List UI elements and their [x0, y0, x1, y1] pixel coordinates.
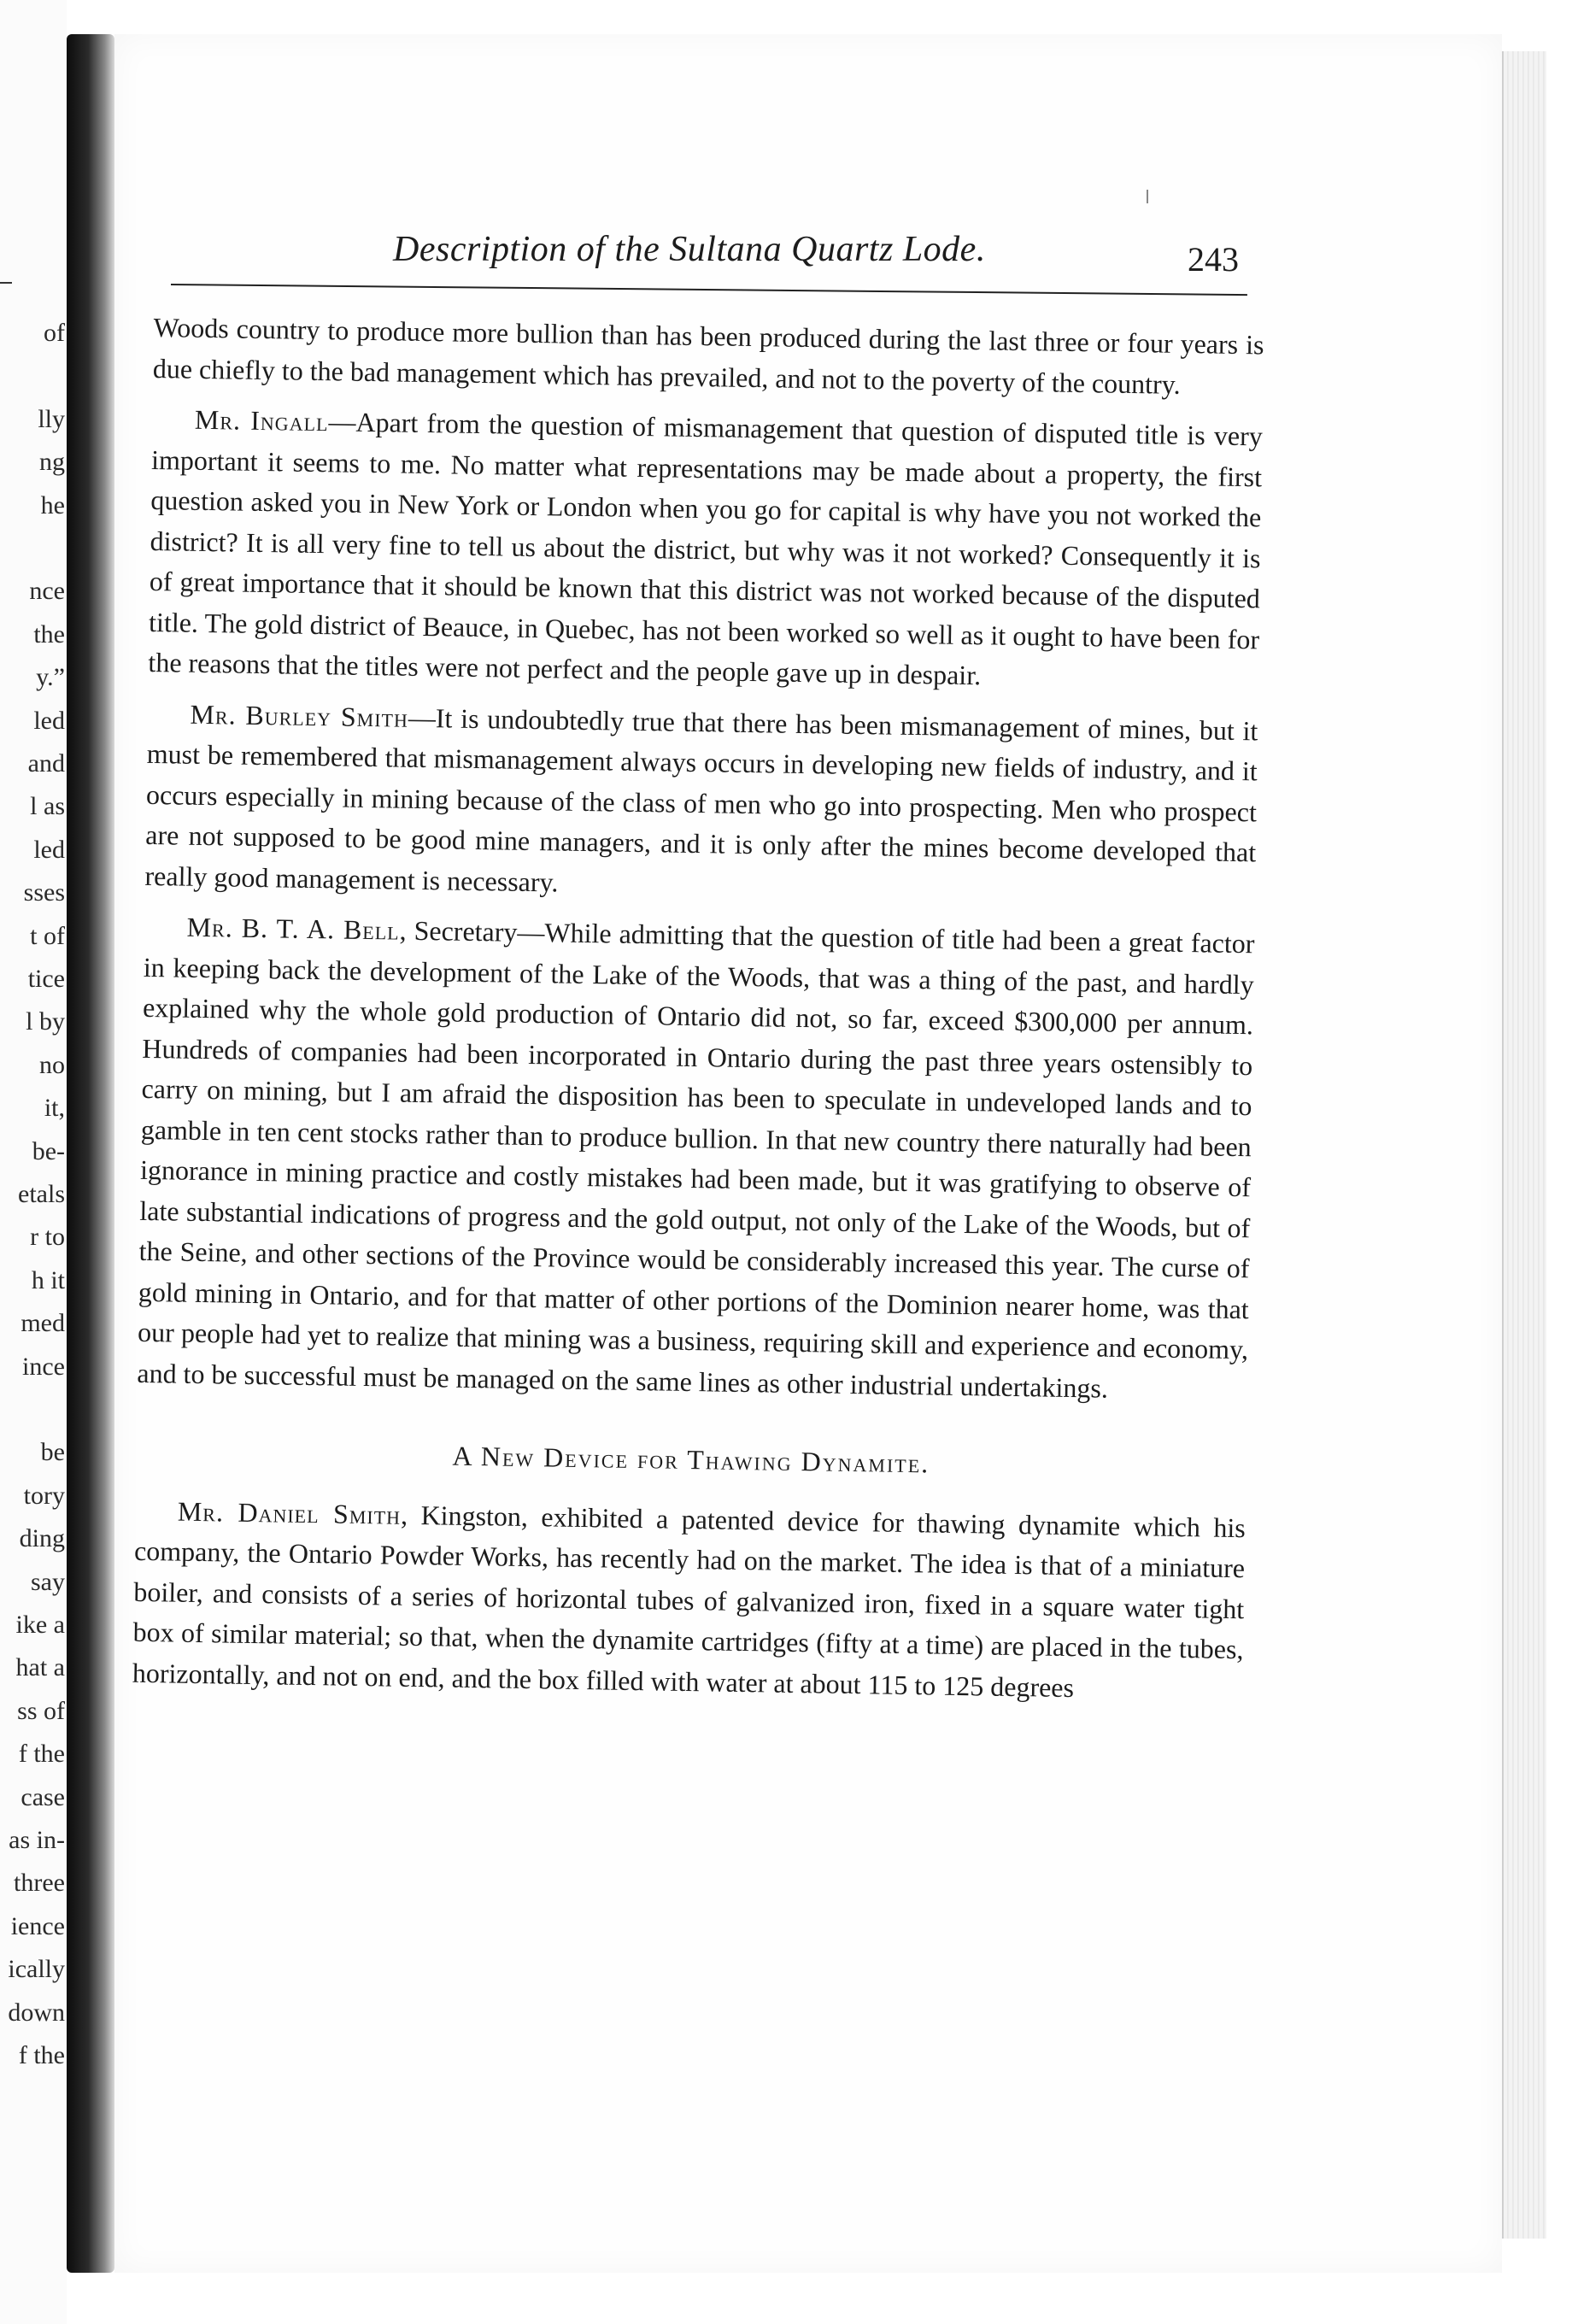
facing-page-line-end: sses — [23, 878, 65, 907]
facing-page-line-end: be- — [32, 1136, 65, 1165]
facing-page-line-end: three — [14, 1869, 65, 1898]
binding-gutter — [67, 34, 114, 2273]
facing-page-line-end: ike a — [15, 1611, 65, 1639]
section-heading: A New Device for Thawing Dynamite. — [452, 1440, 930, 1479]
facing-page-dash — [0, 282, 12, 284]
running-head — [171, 229, 1256, 280]
facing-page-line-end: and — [27, 749, 65, 778]
facing-page-line-end: nce — [29, 577, 65, 606]
paragraph-daniel-smith — [132, 1490, 1246, 1711]
facing-page-line-end: lly — [38, 404, 65, 433]
facing-page-line-end: f the — [18, 1740, 65, 1769]
facing-page-line-end: no — [39, 1050, 65, 1079]
paragraph-text: —It is undoubtedly true that there has been mismanagement of mines, but it must be remembered that mismanagement always occurs in developing new fields of industry, and it occurs especially in mining because of the class of men who go into prospecting. Men who prospect are not supposed to be good mine managers, and it is only after the mines become developed that really good management is necessary. — [144, 701, 1258, 898]
paragraph-bell — [137, 907, 1255, 1411]
facing-page-line-end: led — [33, 706, 65, 735]
facing-page-line-end: ience — [10, 1911, 65, 1940]
page-number: 243 — [1188, 240, 1239, 279]
paragraph-continued — [153, 308, 1264, 406]
paragraph-text: , Kingston, exhibited a patented device for thawing dynamite which his company, the Ontario Powder Works, has recently had on the market. The idea is that of a miniature boiler, and consists of a series of horizontal tubes of galvanized iron, fixed in a square water tight box of similar material; so that, when the dynamite cartridges (fifty at a time) are placed in the tubes, horizontally, and not on end, and the box filled with water at about 115 to 125 degrees — [132, 1499, 1246, 1703]
facing-page-line-end: as in- — [9, 1826, 65, 1854]
body-text — [132, 308, 1264, 1711]
paragraph-burley-smith — [144, 693, 1258, 913]
facing-page-line-end: it, — [44, 1094, 65, 1123]
facing-page-line-end: ss of — [17, 1696, 65, 1725]
speaker-name: Mr. Ingall — [194, 403, 329, 437]
paragraph-text: Woods country to produce more bullion than has been produced during the last three or four years is due chiefly to the bad management which has prevailed, and not to the poverty of the country. — [152, 311, 1264, 400]
paragraph-text: —Apart from the question of mismanagement that question of disputed title is very important it seems to me. No matter what representations may be made about a property, the first question asked you in New York or London when you go for capital is why have you not worked the district? It is all very fine to tell us about the district, but why was it not worked? Consequently it is of great importance that it should be known that this district was not worked because of the disputed title. The gold district of Beauce, in Quebec, has not been worked so well as it ought to have been for the reasons that the titles were not perfect and the people gave up in despair. — [148, 406, 1264, 691]
facing-page-line-end: ince — [22, 1352, 65, 1381]
facing-page-line-end: be — [40, 1438, 65, 1467]
facing-page-line-end: the — [33, 619, 65, 648]
speaker-name: Mr. Burley Smith — [190, 698, 409, 733]
facing-page-line-end: ding — [19, 1524, 65, 1553]
facing-page-line-end: he — [40, 490, 65, 519]
facing-page-line-end: ically — [8, 1955, 65, 1984]
paragraph-text: , Secretary—While admitting that the question of title had been a great factor in keeping back the development of the Lake of the Woods, that was a thing of the past, and hardly explained why the whole gold production of Ontario did not, so far, exceed $300,000 per annum. Hundreds of companies had been incorporated in Ontario during the past three years ostensibly to carry on mining, but I am afraid the disposition has been to speculate in undeveloped lands and to gamble in ten cent stocks rather than to produce bullion. In that new country there naturally had been ignorance in mining practice and costly mistakes had been made, but it was gratifying to observe of late substantial indications of progress and the gold output, not only of the Lake of the Woods, but of the Seine, and other sections of the Province would be considerably increased this year. The curse of gold mining in Ontario, and for that matter of other portions of the Dominion nearer home, was that our people had yet to realize that mining was a business, requiring skill and experience and economy, and to be successful must be managed on the same lines as other industrial undertakings. — [137, 914, 1255, 1404]
facing-page-line-end: f the — [18, 2041, 65, 2069]
facing-page — [0, 0, 67, 2324]
facing-page-line-end: down — [8, 1998, 65, 2027]
facing-page-line-end: l by — [26, 1007, 65, 1036]
facing-page-line-end: h it — [31, 1265, 65, 1294]
speaker-name: Mr. Daniel Smith — [177, 1495, 402, 1530]
facing-page-line-end: say — [31, 1567, 65, 1596]
page-block-edge — [1502, 51, 1546, 2239]
facing-page-line-end: case — [21, 1782, 65, 1811]
facing-page-line-end: ng — [39, 448, 65, 477]
facing-page-line-end: t of — [30, 921, 65, 950]
paper-speck — [1147, 190, 1148, 203]
facing-page-line-end: l as — [30, 792, 65, 821]
facing-page-line-end: r to — [30, 1223, 65, 1252]
facing-page-line-end: med — [21, 1309, 65, 1338]
facing-page-line-end: hat a — [15, 1653, 65, 1682]
facing-page-line-end: tory — [23, 1481, 65, 1510]
facing-page-line-end: tice — [27, 965, 65, 993]
facing-page-line-end: of — [44, 319, 65, 347]
facing-page-line-end: etals — [18, 1180, 65, 1208]
facing-page-line-end: y.” — [36, 663, 65, 692]
facing-page-line-end: led — [33, 835, 65, 864]
paragraph-ingall — [148, 399, 1263, 701]
running-head-title: Description of the Sultana Quartz Lode. — [393, 230, 986, 269]
speaker-name: Mr. B. T. A. Bell — [186, 911, 400, 946]
